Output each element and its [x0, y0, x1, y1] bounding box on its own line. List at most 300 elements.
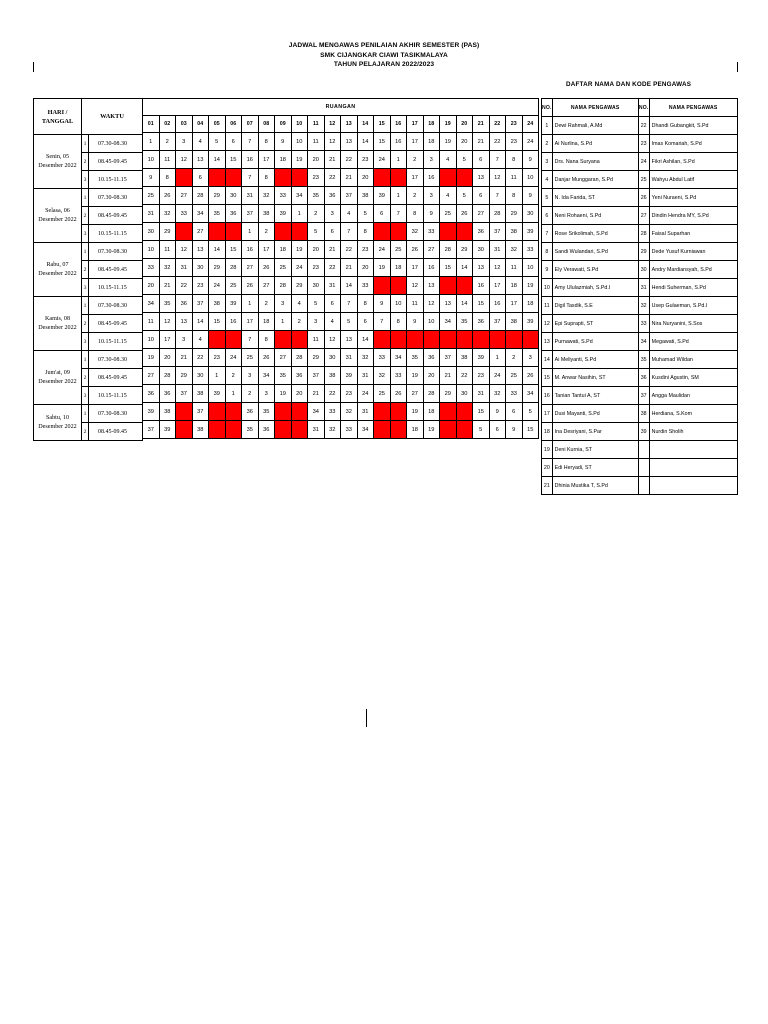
room-cell: 15 [225, 241, 242, 259]
supervisor-code: 19 [542, 441, 553, 459]
room-cell: 17 [407, 259, 424, 277]
room-row [143, 151, 539, 169]
room-cell: 9 [275, 133, 292, 151]
room-cell: 31 [357, 403, 374, 421]
room-cell: 10 [423, 313, 440, 331]
room-cell: 15 [522, 421, 539, 439]
room-cell: 11 [159, 151, 176, 169]
room-number: 20 [456, 116, 473, 133]
room-cell-blocked [225, 331, 242, 349]
room-row [143, 205, 539, 223]
room-cell-blocked [440, 331, 457, 349]
session-row [34, 297, 143, 315]
room-cell: 30 [143, 223, 160, 241]
room-cell: 35 [456, 313, 473, 331]
supervisor-name: Drs. Nana Suryana [552, 153, 638, 171]
room-number: 03 [176, 116, 193, 133]
supervisor-code: 33 [638, 315, 649, 333]
room-cell: 26 [159, 187, 176, 205]
room-cell: 28 [291, 349, 308, 367]
supervisor-code: 7 [542, 225, 553, 243]
room-cell: 34 [143, 295, 160, 313]
room-cell: 22 [324, 385, 341, 403]
room-cell: 15 [374, 133, 391, 151]
room-cell-blocked [291, 169, 308, 187]
room-cell: 39 [374, 187, 391, 205]
room-cell: 2 [159, 133, 176, 151]
room-cell: 6 [324, 295, 341, 313]
room-number: 02 [159, 116, 176, 133]
room-cell-blocked [390, 169, 407, 187]
room-cell: 28 [192, 187, 209, 205]
supervisor-row [542, 477, 738, 495]
session-time: 07.30-08.30 [89, 243, 143, 261]
room-cell-blocked [440, 169, 457, 187]
room-cell: 26 [522, 367, 539, 385]
room-cell: 18 [258, 313, 275, 331]
center-mark [366, 709, 367, 727]
room-cell: 34 [390, 349, 407, 367]
supervisor-code: 37 [638, 387, 649, 405]
room-cell: 22 [489, 133, 506, 151]
room-number: 13 [341, 116, 358, 133]
room-cell: 29 [209, 259, 226, 277]
supervisor-row [542, 207, 738, 225]
room-cell: 25 [242, 349, 259, 367]
doc-title-line3: TAHUN PELAJARAN 2022/2023 [333, 61, 435, 68]
room-cell: 24 [374, 241, 391, 259]
room-cell: 28 [159, 367, 176, 385]
room-cell-blocked [456, 277, 473, 295]
supervisor-code: 28 [638, 225, 649, 243]
session-number: 1 [82, 405, 89, 423]
room-cell-blocked [275, 331, 292, 349]
room-cell: 19 [407, 367, 424, 385]
room-cell: 17 [506, 295, 523, 313]
room-cell-blocked [390, 421, 407, 439]
supervisor-code [638, 477, 649, 495]
supervisor-name: Sandi Wulandari, S.Pd [552, 243, 638, 261]
session-row [34, 351, 143, 369]
room-cell-blocked [390, 331, 407, 349]
room-cell: 38 [159, 403, 176, 421]
room-cell: 3 [324, 205, 341, 223]
supervisor-name: Dhandi Gubangkit, S.Pd [649, 117, 737, 135]
room-cell: 25 [225, 277, 242, 295]
room-cell: 28 [489, 205, 506, 223]
room-cell: 16 [390, 133, 407, 151]
room-cell: 31 [473, 385, 490, 403]
session-time: 10.15-11.15 [89, 387, 143, 405]
room-cell-blocked [456, 169, 473, 187]
room-cell: 11 [159, 241, 176, 259]
room-cell: 15 [225, 151, 242, 169]
session-number: 1 [82, 189, 89, 207]
room-cell: 15 [473, 403, 490, 421]
session-number: 2 [82, 369, 89, 387]
supervisor-name: Dede Yusuf Kurniawan [649, 243, 737, 261]
room-cell: 23 [341, 385, 358, 403]
room-cell: 16 [242, 241, 259, 259]
crop-mark-left [33, 62, 34, 72]
supervisor-code: 17 [542, 405, 553, 423]
room-cell: 19 [275, 385, 292, 403]
room-cell: 4 [440, 151, 457, 169]
supervisor-code: 18 [542, 423, 553, 441]
room-cell: 39 [341, 367, 358, 385]
room-cell: 39 [209, 385, 226, 403]
room-cell: 10 [143, 241, 160, 259]
room-cell: 13 [192, 151, 209, 169]
room-cell: 14 [192, 313, 209, 331]
room-row [143, 169, 539, 187]
session-time: 07.30-08.30 [89, 297, 143, 315]
session-time: 08.45-09.45 [89, 153, 143, 171]
room-cell: 27 [258, 277, 275, 295]
room-cell: 39 [159, 421, 176, 439]
room-cell: 33 [357, 277, 374, 295]
room-cell: 28 [225, 259, 242, 277]
room-row [143, 241, 539, 259]
room-cell: 4 [440, 187, 457, 205]
room-cell: 20 [308, 151, 325, 169]
room-cell-blocked [374, 331, 391, 349]
room-cell: 14 [357, 331, 374, 349]
supervisor-name: Deni Kurnia, ST [552, 441, 638, 459]
session-row [34, 243, 143, 261]
room-cell: 23 [357, 241, 374, 259]
room-cell: 7 [341, 223, 358, 241]
room-cell: 6 [192, 169, 209, 187]
session-number: 2 [82, 153, 89, 171]
room-cell: 2 [258, 223, 275, 241]
supervisor-table [541, 98, 738, 495]
room-row [143, 259, 539, 277]
session-time: 07.30-08.30 [89, 135, 143, 153]
session-number: 1 [82, 351, 89, 369]
room-cell: 33 [324, 403, 341, 421]
room-cell: 27 [407, 385, 424, 403]
room-cell: 24 [374, 151, 391, 169]
room-cell: 2 [258, 295, 275, 313]
room-cell: 11 [308, 133, 325, 151]
session-time: 08.45-09.45 [89, 261, 143, 279]
room-cell: 36 [159, 385, 176, 403]
supervisor-code: 15 [542, 369, 553, 387]
room-cell: 23 [473, 367, 490, 385]
room-number: 19 [440, 116, 457, 133]
room-cell: 38 [456, 349, 473, 367]
room-cell: 16 [242, 151, 259, 169]
room-cell: 38 [506, 313, 523, 331]
room-cell: 1 [489, 349, 506, 367]
room-row [143, 295, 539, 313]
room-cell: 9 [374, 295, 391, 313]
room-cell: 1 [143, 133, 160, 151]
room-cell: 37 [143, 421, 160, 439]
room-cell: 13 [473, 259, 490, 277]
room-cell: 30 [473, 241, 490, 259]
room-cell: 12 [407, 277, 424, 295]
supervisor-name: Wahyu Abdul Latif [649, 171, 737, 189]
room-cell: 5 [341, 313, 358, 331]
room-cell: 11 [506, 169, 523, 187]
room-number: 05 [209, 116, 226, 133]
supervisor-row [542, 261, 738, 279]
room-cell-blocked [225, 403, 242, 421]
room-cell: 18 [522, 295, 539, 313]
room-cell: 30 [456, 385, 473, 403]
supervisor-list-title: DAFTAR NAMA DAN KODE PENGAWAS [566, 81, 692, 88]
room-table [142, 98, 539, 439]
supervisor-name: Usep Gulaeman, S.Pd.I [649, 297, 737, 315]
room-cell: 2 [506, 349, 523, 367]
room-cell: 37 [341, 187, 358, 205]
supervisor-row [542, 315, 738, 333]
room-cell: 19 [440, 133, 457, 151]
room-cell: 8 [357, 295, 374, 313]
day-time-body [34, 135, 143, 441]
room-cell: 7 [242, 133, 259, 151]
room-cell: 17 [489, 277, 506, 295]
room-cell: 25 [275, 259, 292, 277]
room-cell: 10 [522, 169, 539, 187]
room-cell: 9 [489, 403, 506, 421]
room-cell-blocked [374, 223, 391, 241]
supervisor-name: Danjar Munggaran, S.Pd [552, 171, 638, 189]
room-cell: 14 [357, 133, 374, 151]
room-cell-blocked [209, 223, 226, 241]
room-cell: 21 [473, 133, 490, 151]
room-cell-blocked [374, 277, 391, 295]
room-cell: 16 [225, 313, 242, 331]
room-cell: 30 [522, 205, 539, 223]
room-cell: 4 [341, 205, 358, 223]
room-cell: 31 [341, 349, 358, 367]
room-cell-blocked [489, 331, 506, 349]
room-cell: 33 [390, 367, 407, 385]
room-cell: 37 [489, 313, 506, 331]
room-cell: 26 [456, 205, 473, 223]
room-cell: 22 [341, 241, 358, 259]
supervisor-row [542, 189, 738, 207]
room-cell: 13 [341, 331, 358, 349]
supervisor-code: 34 [638, 333, 649, 351]
room-number: 08 [258, 116, 275, 133]
room-cell-blocked [225, 223, 242, 241]
room-cell: 31 [357, 367, 374, 385]
room-cell: 30 [192, 259, 209, 277]
room-cell: 7 [242, 169, 259, 187]
room-cell: 13 [423, 277, 440, 295]
supervisor-code: 23 [638, 135, 649, 153]
supervisor-code: 12 [542, 315, 553, 333]
room-cell-blocked [291, 223, 308, 241]
room-number: 07 [242, 116, 259, 133]
room-cell: 36 [423, 349, 440, 367]
supervisor-code: 29 [638, 243, 649, 261]
room-cell: 29 [209, 187, 226, 205]
room-cell: 30 [308, 277, 325, 295]
room-cell: 21 [341, 259, 358, 277]
supervisor-code: 36 [638, 369, 649, 387]
room-cell: 32 [159, 205, 176, 223]
room-cell-blocked [506, 331, 523, 349]
room-cell: 15 [440, 259, 457, 277]
room-cell: 24 [225, 349, 242, 367]
room-cell: 38 [258, 205, 275, 223]
room-cell-blocked [275, 223, 292, 241]
room-cell: 34 [440, 313, 457, 331]
room-cell-blocked [456, 331, 473, 349]
room-cell: 3 [423, 187, 440, 205]
session-row [34, 405, 143, 423]
room-cell: 8 [506, 151, 523, 169]
room-row [143, 349, 539, 367]
room-cell: 3 [176, 133, 193, 151]
room-cell: 2 [242, 385, 259, 403]
room-cell: 37 [192, 403, 209, 421]
room-cell: 36 [473, 313, 490, 331]
room-cell: 19 [291, 241, 308, 259]
room-cell: 32 [357, 349, 374, 367]
room-row [143, 223, 539, 241]
day-label: Senin, 05 Desember 2022 [34, 135, 82, 189]
room-cell: 5 [473, 421, 490, 439]
room-cell: 6 [225, 133, 242, 151]
room-cell: 11 [407, 295, 424, 313]
room-cell: 2 [308, 205, 325, 223]
supervisor-code: 20 [542, 459, 553, 477]
room-cell: 29 [176, 367, 193, 385]
room-cell: 19 [407, 403, 424, 421]
day-time-table [33, 98, 143, 441]
room-cell-blocked [291, 421, 308, 439]
room-cell-blocked [440, 421, 457, 439]
room-number: 01 [143, 116, 160, 133]
room-cell-blocked [522, 331, 539, 349]
supervisor-row [542, 297, 738, 315]
supervisor-row [542, 441, 738, 459]
supervisor-name: Epi Suprapti, ST [552, 315, 638, 333]
room-cell: 23 [506, 133, 523, 151]
session-number: 1 [82, 135, 89, 153]
supervisor-row [542, 459, 738, 477]
room-cell: 8 [258, 331, 275, 349]
room-cell: 39 [225, 295, 242, 313]
supervisor-name: Amy Ululazmiah, S.Pd.I [552, 279, 638, 297]
room-cell: 18 [275, 151, 292, 169]
room-cell: 20 [159, 349, 176, 367]
room-header: RUANGAN [143, 99, 539, 116]
room-cell-blocked [176, 223, 193, 241]
session-row [34, 189, 143, 207]
room-cell: 16 [423, 259, 440, 277]
supervisor-code: 31 [638, 279, 649, 297]
room-cell: 27 [473, 205, 490, 223]
supervisor-name: Digil Tasdik, S.E [552, 297, 638, 315]
room-cell: 26 [242, 277, 259, 295]
room-cell: 38 [357, 187, 374, 205]
supervisor-name: Dhinia Mustika T, S.Pd [552, 477, 638, 495]
room-cell: 18 [407, 421, 424, 439]
room-cell: 38 [506, 223, 523, 241]
room-cell: 23 [209, 349, 226, 367]
supervisor-name: Imas Komariah, S.Pd [649, 135, 737, 153]
room-cell-blocked [390, 277, 407, 295]
room-cell: 4 [291, 295, 308, 313]
room-cell: 12 [176, 151, 193, 169]
room-cell: 17 [242, 313, 259, 331]
session-number: 1 [82, 297, 89, 315]
room-cell: 36 [225, 205, 242, 223]
supervisor-code: 5 [542, 189, 553, 207]
room-cell: 30 [225, 187, 242, 205]
room-cell: 35 [275, 367, 292, 385]
room-cell: 5 [456, 187, 473, 205]
room-cell: 35 [407, 349, 424, 367]
room-cell: 32 [407, 223, 424, 241]
room-cell: 17 [407, 133, 424, 151]
supervisor-name: Neni Rohaeni, S.Pd [552, 207, 638, 225]
room-cell: 14 [341, 277, 358, 295]
session-time: 10.15-11.15 [89, 225, 143, 243]
room-cell-blocked [407, 331, 424, 349]
room-cell: 35 [209, 205, 226, 223]
room-cell: 28 [423, 385, 440, 403]
room-cell: 18 [423, 133, 440, 151]
room-cell: 8 [390, 313, 407, 331]
room-cell: 5 [456, 151, 473, 169]
room-cell: 39 [522, 223, 539, 241]
room-cell: 10 [143, 151, 160, 169]
room-cell: 25 [374, 385, 391, 403]
room-cell: 12 [489, 169, 506, 187]
session-time: 08.45-09.45 [89, 315, 143, 333]
session-time: 07.30-08.30 [89, 189, 143, 207]
room-cell: 33 [341, 421, 358, 439]
supervisor-code: 35 [638, 351, 649, 369]
doc-title-line2: SMK CIJANGKAR CIAWI TASIKMALAYA [320, 52, 448, 59]
room-cell: 24 [489, 367, 506, 385]
session-number: 2 [82, 315, 89, 333]
supervisor-name: Faisal Suparhan [649, 225, 737, 243]
room-number-row [143, 116, 539, 133]
room-cell: 38 [192, 385, 209, 403]
supervisor-name: Kusdini Agustin, SM [649, 369, 737, 387]
room-cell: 1 [275, 313, 292, 331]
session-time: 07.30-08.30 [89, 405, 143, 423]
room-row [143, 313, 539, 331]
room-cell: 26 [407, 241, 424, 259]
room-cell: 33 [176, 205, 193, 223]
room-cell: 38 [324, 367, 341, 385]
room-cell-blocked [275, 421, 292, 439]
room-cell: 23 [192, 277, 209, 295]
room-cell: 17 [159, 331, 176, 349]
room-cell: 1 [225, 385, 242, 403]
room-cell-blocked [176, 403, 193, 421]
room-cell-blocked [209, 169, 226, 187]
room-cell: 22 [324, 259, 341, 277]
room-number: 10 [291, 116, 308, 133]
room-cell: 2 [407, 187, 424, 205]
room-cell: 22 [324, 169, 341, 187]
supervisor-code: 32 [638, 297, 649, 315]
room-cell: 21 [176, 349, 193, 367]
room-cell: 36 [242, 403, 259, 421]
supervisor-body [542, 117, 738, 495]
